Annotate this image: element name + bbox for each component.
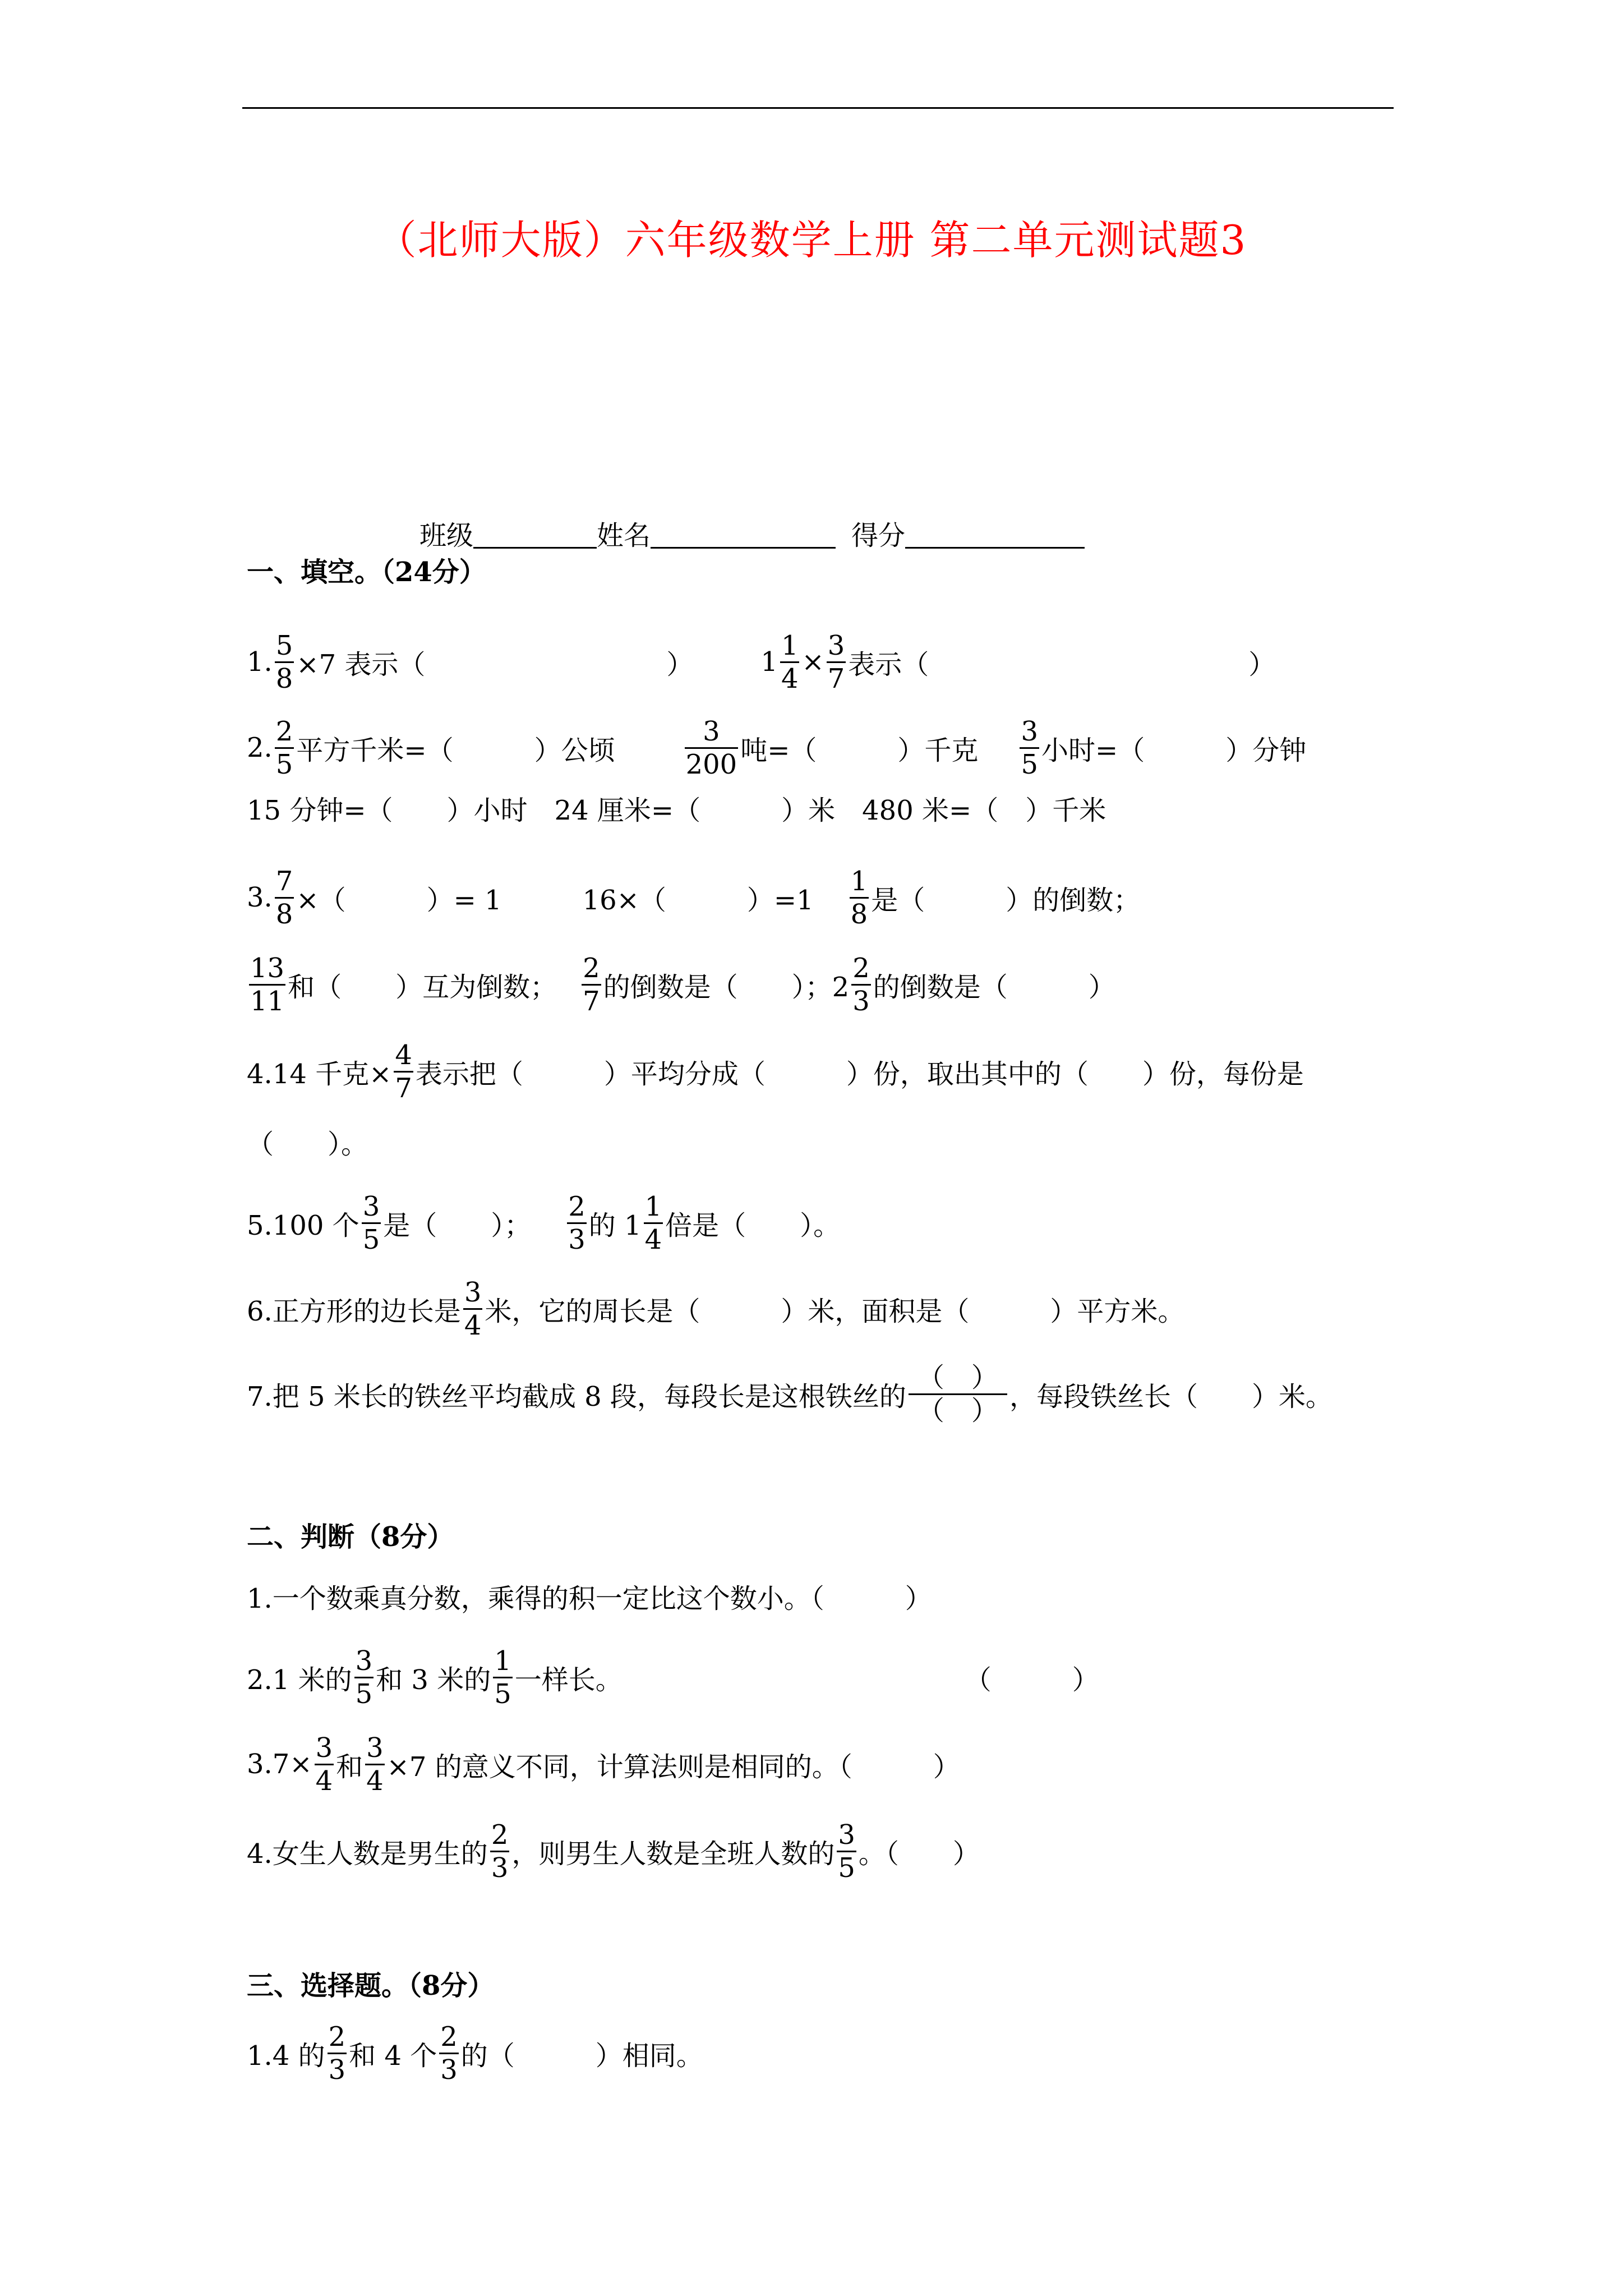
fraction: $\frac{13}{11}$: [250, 952, 285, 1017]
header-rule: [242, 107, 1394, 109]
judge-4: [247, 1809, 980, 1893]
j4-text-a: ，则男生人数是全班人数的: [511, 1838, 835, 1870]
q3-number: 3.: [247, 882, 273, 913]
c1-text-a: 和 4 个: [349, 2040, 437, 2072]
fraction: $\frac{2}{3}$: [852, 952, 870, 1017]
choice-1: [247, 2011, 703, 2095]
q1-text-b: ）: [666, 648, 694, 680]
question-4: [247, 1029, 1304, 1114]
judge-2: [247, 1635, 1099, 1719]
fraction: $\frac{3}{5}$: [355, 1645, 373, 1710]
section-1-heading: 一、填空。（24分）: [247, 556, 486, 588]
judge-3: [247, 1722, 960, 1806]
fraction: $\frac{3}{5}$: [838, 1819, 855, 1884]
j4-text-pre: 4.女生人数是男生的: [247, 1838, 488, 1870]
question-3-line-2: [247, 942, 1115, 1027]
q3l2-text-c: 的倒数是（ ）: [873, 971, 1115, 1003]
fraction: $\frac{3}{5}$: [1021, 715, 1038, 780]
fraction: $\frac{3}{5}$: [362, 1190, 380, 1255]
question-2-line-2: 15 分钟=（ ）小时 24 厘米=（ ）米 480 米=（ ）千米: [247, 794, 1106, 826]
class-field[interactable]: [473, 518, 597, 549]
j2-text-pre: 2.1 米的: [247, 1664, 352, 1696]
fraction: $\frac{2}{3}$: [328, 2021, 346, 2086]
times-sign: ×: [801, 646, 824, 678]
score-label: 得分: [851, 519, 906, 551]
fraction: $\frac{1}{8}$: [850, 865, 868, 930]
q2-text-c: 小时=（ ）分钟: [1041, 734, 1307, 766]
fraction: $\frac{2}{3}$: [440, 2021, 458, 2086]
q7-text-pre: 7.把 5 米长的铁丝平均截成 8 段，每段长是这根铁丝的: [247, 1381, 906, 1412]
question-2: [247, 706, 1306, 790]
fraction-blank[interactable]: $\frac{( )}{( )}$: [909, 1362, 1007, 1427]
fraction: $\frac{1}{4}$: [644, 1190, 662, 1255]
page-title: （北师大版）六年级数学上册 第二单元测试题3: [376, 217, 1247, 264]
student-info: [419, 491, 1085, 575]
q4-text-a: 表示把（ ）平均分成（ ）份，取出其中的（ ）份，每份是: [415, 1058, 1304, 1090]
fraction: $\frac{1}{4}$: [781, 629, 799, 694]
fraction: $\frac{5}{8}$: [275, 629, 293, 694]
q3l2-text-a: 和（ ）互为倒数；: [288, 971, 557, 1003]
q2-text-a: 平方千米=（ ）公顷: [296, 734, 615, 766]
j2-text-a: 和 3 米的: [376, 1664, 491, 1696]
fraction: $\frac{3}{200}$: [685, 715, 737, 780]
question-3: [247, 855, 1140, 940]
q6-text-a: 米，它的周长是（ ）米，面积是（ ）平方米。: [485, 1295, 1185, 1327]
q1-text-d: ）: [1248, 648, 1276, 680]
judge-1: 1.一个数乘真分数，乘得的积一定比这个数小。（ ）: [247, 1582, 932, 1614]
question-7: [247, 1352, 1332, 1436]
q1-text-a: ×7 表示（: [296, 648, 426, 680]
name-label: 姓名: [597, 519, 651, 551]
j4-text-b: 。（ ）: [858, 1838, 980, 1870]
q5-text-c: 倍是（ ）。: [665, 1209, 841, 1241]
j3-text-pre: 3.7×: [247, 1749, 312, 1780]
score-field[interactable]: [905, 518, 1085, 549]
j2-answer: （ ）: [964, 1664, 1099, 1696]
fraction: $\frac{2}{3}$: [568, 1190, 585, 1255]
question-4-line-2: （ ）。: [247, 1128, 368, 1160]
fraction: $\frac{7}{8}$: [275, 865, 293, 930]
q6-text-pre: 6.正方形的边长是: [247, 1295, 461, 1327]
fraction: $\frac{2}{7}$: [583, 952, 600, 1017]
q5-text-pre: 5.100 个: [247, 1209, 359, 1241]
section-3-heading: 三、选择题。（8分）: [247, 1970, 495, 2001]
question-6: [247, 1267, 1184, 1351]
section-2-heading: 二、判断（8分）: [247, 1521, 454, 1553]
fraction: $\frac{3}{4}$: [315, 1732, 333, 1797]
j2-text-b: 一样长。: [514, 1664, 623, 1696]
fraction: $\frac{2}{5}$: [275, 715, 293, 780]
class-label: 班级: [419, 519, 474, 551]
fraction: $\frac{4}{7}$: [395, 1039, 412, 1104]
q2-text-b: 吨=（ ）千克: [740, 734, 979, 766]
question-1: [247, 620, 1275, 704]
name-field[interactable]: [651, 518, 836, 549]
q7-text-a: ，每段铁丝长（ ）米。: [1009, 1381, 1332, 1412]
c1-text-pre: 1.4 的: [247, 2040, 325, 2072]
c1-text-b: 的（ ）相同。: [460, 2040, 703, 2072]
fraction: $\frac{3}{4}$: [464, 1276, 482, 1341]
q3l2-text-b: 的倒数是（ ）；2: [603, 971, 850, 1003]
q5-text-a: 是（ ）；: [383, 1209, 532, 1241]
q3-text-a: ×（ ）= 1 16×（ ）=1: [296, 884, 814, 916]
q1-text-c: 表示（: [848, 648, 929, 680]
q4-text-pre: 4.14 千克×: [247, 1058, 392, 1090]
q5-text-b: 的 1: [588, 1209, 642, 1241]
q2-number: 2.: [247, 732, 273, 763]
fraction: $\frac{3}{7}$: [827, 629, 845, 694]
fraction: $\frac{1}{5}$: [494, 1645, 511, 1710]
question-5: [247, 1181, 840, 1265]
mixed-whole: 1: [760, 646, 778, 678]
q1-number: 1.: [247, 646, 273, 678]
q3-text-b: 是（ ）的倒数；: [871, 884, 1141, 916]
j3-text-b: ×7 的意义不同，计算法则是相同的。（ ）: [386, 1751, 960, 1783]
fraction: $\frac{3}{4}$: [366, 1732, 384, 1797]
j3-text-a: 和: [336, 1751, 363, 1783]
fraction: $\frac{2}{3}$: [491, 1819, 509, 1884]
